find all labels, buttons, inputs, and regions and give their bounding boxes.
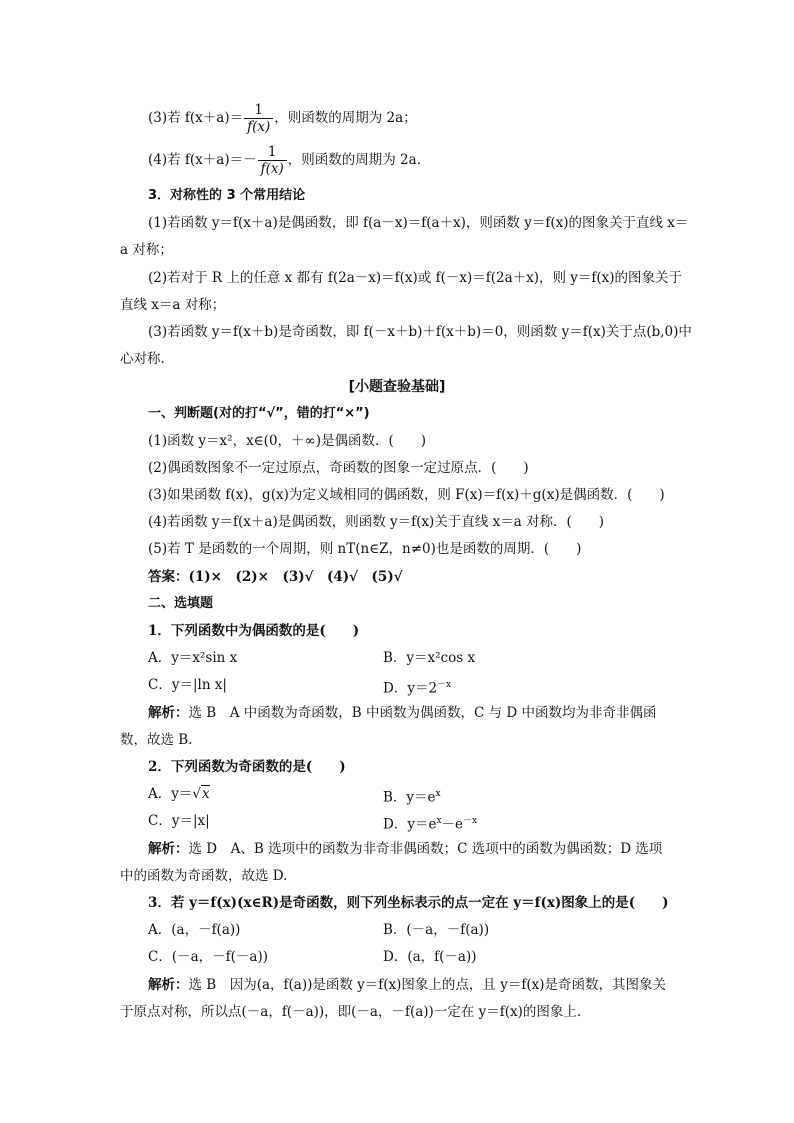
choice-q1-explanation-line1 bbox=[148, 703, 657, 723]
choice-q3-options-ab bbox=[148, 920, 648, 940]
option-d-mid: －e bbox=[441, 816, 464, 833]
option-d-base: D．y＝2 bbox=[383, 680, 438, 697]
choice-q2-options-cd bbox=[148, 811, 648, 831]
option-d bbox=[383, 675, 451, 699]
option-a-base: A．y＝ bbox=[148, 786, 193, 802]
option-a bbox=[148, 786, 210, 802]
option-d-exponent-2: －x bbox=[463, 816, 478, 826]
choice-q3-stem: 3．若 y＝f(x)(x∈R)是奇函数，则下列坐标表示的点一定在 y＝f(x)图象上的是( ) bbox=[148, 895, 669, 911]
option-b: B．(－a，－f(a)) bbox=[383, 922, 490, 938]
explanation-label: 解析： bbox=[148, 977, 189, 993]
option-d-exponent: －x bbox=[437, 680, 452, 690]
periodic-item-3 bbox=[148, 102, 417, 135]
fraction bbox=[244, 102, 273, 135]
item4-prefix: (4)若 f(x＋a)＝－ bbox=[148, 152, 257, 168]
option-a: A．(a，－f(a)) bbox=[148, 922, 241, 938]
fraction bbox=[258, 144, 287, 177]
judge-q5: (5)若 T 是函数的一个周期，则 nT(n∈Z，n≠0)也是函数的周期．( ) bbox=[148, 541, 582, 557]
explanation-label: 解析： bbox=[148, 841, 189, 857]
choice-q2-options-ab bbox=[148, 784, 648, 804]
symmetry-p2-line2: 直线 x＝a 对称； bbox=[120, 297, 226, 313]
section-title: [小题查验基础] bbox=[348, 379, 446, 395]
option-c: C．y＝|x| bbox=[148, 813, 210, 829]
fraction-numerator: 1 bbox=[258, 144, 287, 161]
judge-q1: (1)函数 y＝x²，x∈(0，＋∞)是偶函数．( ) bbox=[148, 433, 427, 449]
radicand: x bbox=[202, 786, 210, 802]
option-d: D．(a，f(－a)) bbox=[383, 949, 477, 965]
judge-answer: 答案：(1)× (2)× (3)√ (4)√ (5)√ bbox=[148, 569, 403, 585]
symmetry-heading: 3．对称性的 3 个常用结论 bbox=[148, 188, 306, 203]
explanation-text: 选 D A、B 选项中的函数为非奇非偶函数；C 选项中的函数为偶函数；D 选项 bbox=[188, 841, 663, 857]
explanation-text: 选 B 因为(a，f(a))是函数 y＝f(x)图象上的点，且 y＝f(x)是奇函数，其图象关 bbox=[188, 977, 666, 993]
fraction-denominator: f(x) bbox=[247, 119, 271, 135]
explanation-label: 解析： bbox=[148, 705, 189, 721]
judge-q3: (3)如果函数 f(x)，g(x)为定义域相同的偶函数，则 F(x)＝f(x)＋g(x)是偶函数．( ) bbox=[148, 487, 665, 503]
choice-q3-options-cd bbox=[148, 947, 648, 967]
symmetry-p1-line2: a 对称； bbox=[120, 242, 173, 258]
option-b bbox=[383, 784, 441, 808]
option-d-base: D．y＝e bbox=[383, 816, 437, 833]
option-a: A．y＝x²sin x bbox=[148, 650, 238, 666]
periodic-item-4 bbox=[148, 144, 421, 177]
judge-q2: (2)偶函数图象不一定过原点，奇函数的图象一定过原点．( ) bbox=[148, 460, 529, 476]
symmetry-p3-line1: (3)若函数 y＝f(x＋b)是奇函数，即 f(－x＋b)＋f(x＋b)＝0，则函数 y＝f(x)关于点(b,0)中 bbox=[148, 324, 692, 340]
option-b: B．y＝x²cos x bbox=[383, 650, 476, 666]
option-d bbox=[383, 811, 477, 835]
judge-heading: 一、判断题(对的打“√”，错的打“×”) bbox=[148, 406, 370, 421]
choice-q1-options-ab bbox=[148, 648, 648, 668]
choice-q1-stem: 1．下列函数中为偶函数的是( ) bbox=[148, 623, 360, 639]
option-d-exponent-1: x bbox=[436, 816, 442, 826]
symmetry-p2-line1: (2)若对于 R 上的任意 x 都有 f(2a－x)＝f(x)或 f(－x)＝f(2a＋x)，则 y＝f(x)的图象关于 bbox=[148, 270, 683, 286]
fraction-numerator: 1 bbox=[244, 102, 273, 119]
fraction-denominator: f(x) bbox=[260, 161, 284, 177]
choice-q3-explanation-line2: 于原点对称，所以点(－a，f(－a))，即(－a，－f(a))一定在 y＝f(x)的图象上. bbox=[120, 1004, 582, 1020]
option-b-base: B．y＝e bbox=[383, 789, 436, 806]
choice-q1-options-cd bbox=[148, 675, 648, 695]
choice-q2-explanation-line2: 中的函数为奇函数，故选 D. bbox=[120, 868, 288, 884]
explanation-text: 选 B A 中函数为奇函数，B 中函数为偶函数，C 与 D 中函数均为非奇非偶函 bbox=[188, 705, 657, 721]
choice-q2-explanation-line1 bbox=[148, 839, 662, 859]
judge-q4: (4)若函数 y＝f(x＋a)是偶函数，则函数 y＝f(x)关于直线 x＝a 对称．( ) bbox=[148, 514, 605, 530]
choice-q3-explanation-line1 bbox=[148, 975, 666, 995]
item3-prefix: (3)若 f(x＋a)＝ bbox=[148, 110, 244, 126]
item3-suffix: ，则函数的周期为 2a； bbox=[274, 110, 417, 126]
option-b-exponent: x bbox=[435, 789, 441, 799]
option-c: C．y＝|ln x| bbox=[148, 677, 227, 693]
sqrt-symbol: √x bbox=[192, 786, 210, 802]
symmetry-p1-line1: (1)若函数 y＝f(x＋a)是偶函数，即 f(a－x)＝f(a＋x)，则函数 y＝f(x)的图象关于直线 x＝ bbox=[148, 215, 689, 231]
option-c: C．(－a，－f(－a)) bbox=[148, 949, 268, 965]
choice-q1-explanation-line2: 数，故选 B. bbox=[120, 732, 193, 748]
item4-suffix: ，则函数的周期为 2a. bbox=[287, 152, 421, 168]
choice-q2-stem: 2．下列函数为奇函数的是( ) bbox=[148, 759, 346, 775]
symmetry-p3-line2: 心对称. bbox=[120, 351, 165, 367]
choice-heading: 二、选填题 bbox=[148, 596, 214, 611]
